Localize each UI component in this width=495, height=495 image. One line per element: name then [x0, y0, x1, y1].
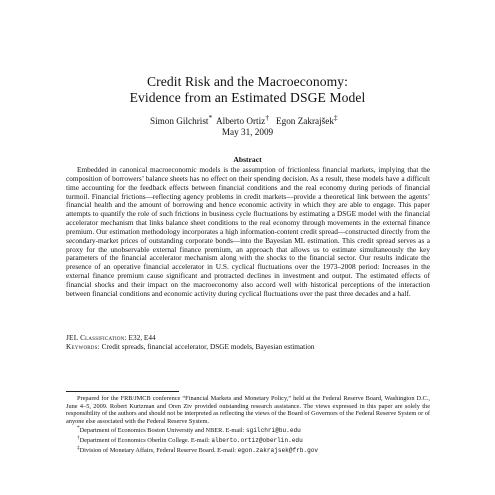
footnote-mark: ‡ — [77, 444, 80, 451]
author-name: Simon Gilchrist — [150, 116, 209, 127]
footnote-mark: † — [77, 435, 80, 442]
author-footnote-mark: † — [265, 113, 270, 122]
author-gilchrist — [150, 112, 212, 127]
footnote-divider — [66, 391, 179, 392]
keywords-list: Credit spreads, financial accelerator, DSGE models, Bayesian estimation — [101, 342, 315, 351]
paper-title-line-2: Evidence from an Estimated DSGE Model — [129, 90, 366, 105]
abstract-text: Embedded in canonical macroeconomic models is the assumption of frictionless financial markets, implying that the composition of borrowers’ balance sheets has no effect on their spending decision. As a result, these models have a difficult time accounting for the feedback effects between financial conditions and the real economy during periods of financial turmoil. Financial frictions—reflecting agency problems in credit markets—provide a theoretical link between the agents’ financial health and the amount of borrowing and hence economic activity in which they are able to engage. This paper attempts to quantify the role of such frictions in business cycle fluctuations by estimating a DSGE model with the financial accelerator mechanism that links balance sheet conditions to the real economy through movements in the external finance premium. Our estimation methodology incorporates a high information-content credit spread—constructed directly from the secondary-market prices of outstanding corporate bonds—into the Bayesian ML estimation. This credit spread serves as a proxy for the unobservable external finance premium, an approach that allows us to estimate simultaneously the key parameters of the financial accelerator mechanism along with the shocks to the financial sector. Our results indicate the presence of an operative financial accelerator in U.S. cyclical fluctuations over the 1973–2008 period: Increases in the external finance premium cause significant and protracted declines in investment and output. The estimated effects of financial shocks and their impact on the macroeconomy also accord well with historical perceptions of the interaction between financial conditions and economic activity during cyclical fluctuations over the past three decades and a half. — [66, 165, 430, 298]
author-email: sgilchri@bu.edu — [245, 427, 301, 435]
footnote-affiliation: Department of Economics Oberlin College. E-mail: — [79, 437, 212, 445]
keywords — [66, 343, 446, 352]
author-ortiz — [216, 112, 269, 127]
author-name: Egon Zakrajšek — [276, 116, 334, 127]
jel-codes: E32, E44 — [128, 333, 156, 342]
author-zakrajsek — [276, 112, 338, 127]
paper-date: May 31, 2009 — [221, 127, 274, 137]
footnote-author-2 — [66, 435, 430, 445]
footnote-affiliation: Division of Monetary Affairs, Federal Reserve Board. E-mail: — [79, 446, 238, 454]
footnote-acknowledgement: Prepared for the FRB/JMCB conference “Financial Markets and Monetary Policy,” held at the Federal Reserve Board, Washington D.C., June 4–5, 2009. Robert Kurtzman and Oren Ziv provided outstanding research assistance. The views expressed in this paper are solely the responsibility of the authors and should not be interpreted as reflecting the views of the Board of Governors of the Federal Reserve System or of anyone else associated with the Federal Reserve System. — [66, 395, 430, 425]
author-email: egon.zakrajsek@frb.gov — [237, 446, 319, 454]
keywords-label: Keywords: — [66, 342, 100, 351]
footnote-author-1 — [66, 425, 430, 435]
abstract-heading: Abstract — [233, 155, 262, 164]
author-footnote-mark: * — [208, 113, 213, 122]
footnote-affiliation: Department of Economics Boston University and NBER. E-mail: — [79, 427, 246, 435]
jel-label: JEL Classification: — [66, 333, 127, 342]
author-footnote-mark: ‡ — [333, 113, 338, 122]
author-list — [0, 112, 495, 127]
footnotes — [66, 395, 430, 454]
footnote-author-3 — [66, 445, 430, 455]
author-email: alberto.ortiz@oberlin.edu — [211, 437, 303, 445]
footnote-mark: * — [77, 425, 80, 432]
paper-title-line-1: Credit Risk and the Macroeconomy: — [146, 74, 349, 89]
author-name: Alberto Ortiz — [216, 116, 266, 127]
